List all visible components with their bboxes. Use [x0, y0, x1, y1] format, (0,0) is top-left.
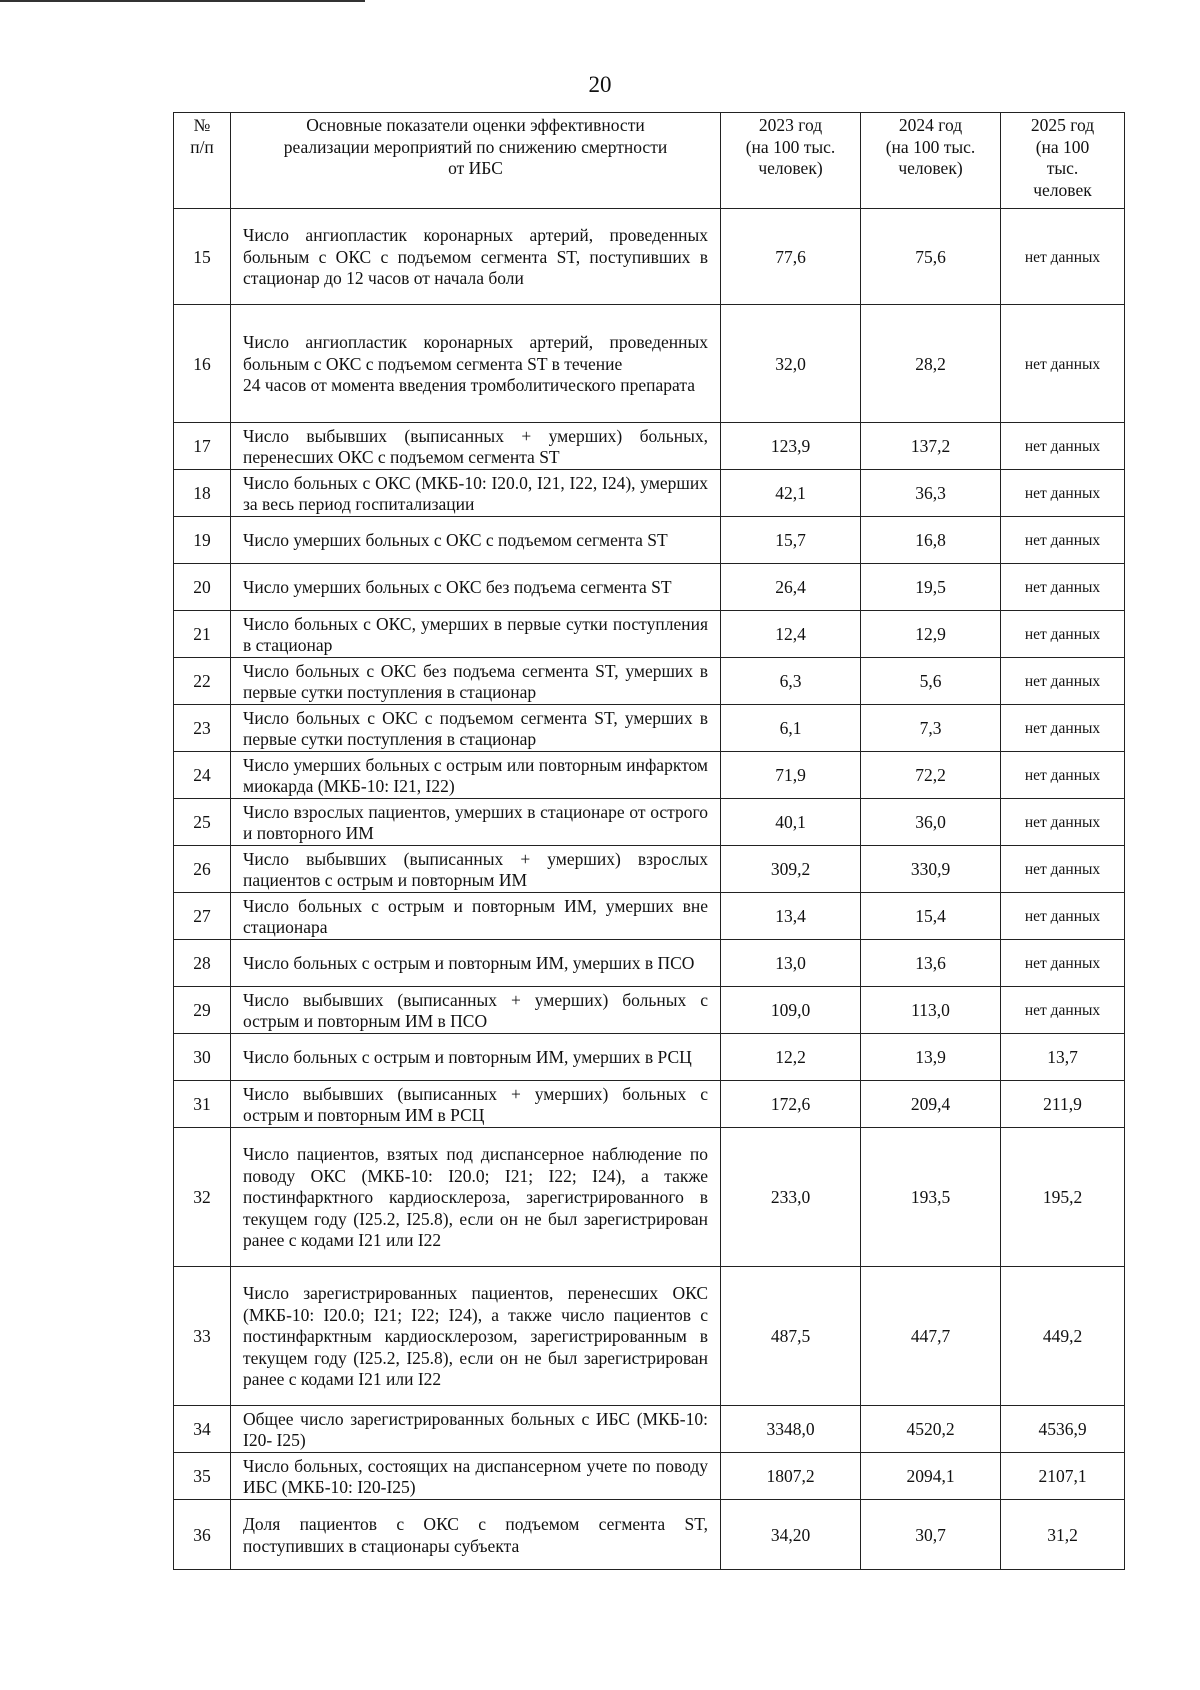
table-row [174, 564, 1125, 611]
row-number: 34 [174, 1406, 231, 1453]
value-2023: 77,6 [721, 209, 861, 305]
indicator-name: Число умерших больных с ОКС без подъема сегмента ST [231, 564, 721, 611]
value-2025: нет данных [1001, 611, 1125, 658]
value-2023: 32,0 [721, 305, 861, 423]
indicator-name: Число больных с ОКС без подъема сегмента ST, умерших в первые сутки поступления в стационар [231, 658, 721, 705]
value-2025: нет данных [1001, 305, 1125, 423]
page-number: 20 [588, 72, 612, 97]
value-2025: 195,2 [1001, 1128, 1125, 1267]
value-2025: нет данных [1001, 987, 1125, 1034]
value-2025: нет данных [1001, 705, 1125, 752]
indicator-name: Доля пациентов с ОКС с подъемом сегмента ST, поступивших в стационары субъекта [231, 1500, 721, 1570]
row-number: 26 [174, 846, 231, 893]
value-2023: 13,0 [721, 940, 861, 987]
table-row [174, 1128, 1125, 1267]
value-2024: 7,3 [861, 705, 1001, 752]
table-row [174, 940, 1125, 987]
value-2024: 5,6 [861, 658, 1001, 705]
row-number: 19 [174, 517, 231, 564]
header-num: № п/п [174, 113, 231, 209]
indicator-name: Число умерших больных с острым или повторным инфарктом миокарда (МКБ-10: I21, I22) [231, 752, 721, 799]
indicator-name: Число зарегистрированных пациентов, перенесших ОКС (МКБ-10: I20.0; I21; I22; I24), а также число пациентов с постинфарктным кардиосклерозом, зарегистрированным в текущем году (I25.2, I25.8), если он не был зарегистрирован ранее с кодами I21 или I22 [231, 1267, 721, 1406]
value-2024: 75,6 [861, 209, 1001, 305]
value-2025: нет данных [1001, 517, 1125, 564]
value-2024: 330,9 [861, 846, 1001, 893]
value-2023: 1807,2 [721, 1453, 861, 1500]
value-2023: 172,6 [721, 1081, 861, 1128]
value-2023: 13,4 [721, 893, 861, 940]
row-number: 36 [174, 1500, 231, 1570]
value-2025: нет данных [1001, 893, 1125, 940]
row-number: 21 [174, 611, 231, 658]
value-2025: нет данных [1001, 799, 1125, 846]
table-row [174, 611, 1125, 658]
value-2023: 109,0 [721, 987, 861, 1034]
row-number: 15 [174, 209, 231, 305]
table-row [174, 1081, 1125, 1128]
table-row [174, 987, 1125, 1034]
value-2025: 31,2 [1001, 1500, 1125, 1570]
indicator-name: Число больных с острым и повторным ИМ, умерших вне стационара [231, 893, 721, 940]
table-row [174, 470, 1125, 517]
header-indicator: Основные показатели оценки эффективности реализации мероприятий по снижению смертности от ИБС [231, 113, 721, 209]
row-number: 33 [174, 1267, 231, 1406]
table-row [174, 1453, 1125, 1500]
table-row [174, 799, 1125, 846]
value-2025: нет данных [1001, 209, 1125, 305]
indicator-name: Общее число зарегистрированных больных с ИБС (МКБ-10: I20- I25) [231, 1406, 721, 1453]
value-2023: 3348,0 [721, 1406, 861, 1453]
indicator-name: Число больных с ОКС с подъемом сегмента ST, умерших в первые сутки поступления в стационар [231, 705, 721, 752]
value-2024: 15,4 [861, 893, 1001, 940]
value-2024: 36,0 [861, 799, 1001, 846]
value-2023: 12,4 [721, 611, 861, 658]
value-2023: 15,7 [721, 517, 861, 564]
value-2023: 123,9 [721, 423, 861, 470]
value-2024: 447,7 [861, 1267, 1001, 1406]
indicator-name: Число ангиопластик коронарных артерий, проведенных больным с ОКС с подъемом сегмента ST, поступивших в стационар до 12 часов от начала боли [231, 209, 721, 305]
value-2024: 72,2 [861, 752, 1001, 799]
value-2025: нет данных [1001, 940, 1125, 987]
value-2025: 13,7 [1001, 1034, 1125, 1081]
row-number: 32 [174, 1128, 231, 1267]
row-number: 17 [174, 423, 231, 470]
value-2024: 2094,1 [861, 1453, 1001, 1500]
value-2024: 209,4 [861, 1081, 1001, 1128]
header-2025: 2025 год (на 100 тыс. человек [1001, 113, 1125, 209]
indicator-name: Число больных с ОКС (МКБ-10: I20.0, I21, I22, I24), умерших за весь период госпитализации [231, 470, 721, 517]
value-2024: 4520,2 [861, 1406, 1001, 1453]
value-2023: 487,5 [721, 1267, 861, 1406]
value-2023: 71,9 [721, 752, 861, 799]
value-2025: 211,9 [1001, 1081, 1125, 1128]
row-number: 24 [174, 752, 231, 799]
table-row [174, 517, 1125, 564]
value-2023: 233,0 [721, 1128, 861, 1267]
indicator-name: Число пациентов, взятых под диспансерное наблюдение по поводу ОКС (МКБ-10: I20.0; I21; I22; I24), а также постинфарктного кардиосклероза, зарегистрированного в текущем году (I25.2, I25.8), если он не был зарегистрирован ранее с кодами I21 или I22 [231, 1128, 721, 1267]
value-2024: 13,9 [861, 1034, 1001, 1081]
row-number: 18 [174, 470, 231, 517]
header-2023: 2023 год (на 100 тыс. человек) [721, 113, 861, 209]
value-2023: 12,2 [721, 1034, 861, 1081]
indicator-name: Число ангиопластик коронарных артерий, проведенных больным с ОКС с подъемом сегмента ST в течение 24 часов от момента введения тромболитического препарата [231, 305, 721, 423]
table-row [174, 705, 1125, 752]
value-2025: нет данных [1001, 564, 1125, 611]
table-row [174, 1267, 1125, 1406]
value-2023: 6,1 [721, 705, 861, 752]
row-number: 31 [174, 1081, 231, 1128]
row-number: 28 [174, 940, 231, 987]
table-body [174, 209, 1125, 1570]
row-number: 29 [174, 987, 231, 1034]
header-2024: 2024 год (на 100 тыс. человек) [861, 113, 1001, 209]
value-2023: 309,2 [721, 846, 861, 893]
indicator-name: Число умерших больных с ОКС с подъемом сегмента ST [231, 517, 721, 564]
value-2024: 137,2 [861, 423, 1001, 470]
table-row [174, 423, 1125, 470]
table-row [174, 209, 1125, 305]
value-2025: нет данных [1001, 423, 1125, 470]
row-number: 35 [174, 1453, 231, 1500]
value-2025: нет данных [1001, 752, 1125, 799]
header-row [174, 113, 1125, 209]
value-2025: 4536,9 [1001, 1406, 1125, 1453]
table-row [174, 752, 1125, 799]
value-2024: 19,5 [861, 564, 1001, 611]
value-2024: 113,0 [861, 987, 1001, 1034]
value-2024: 193,5 [861, 1128, 1001, 1267]
row-number: 25 [174, 799, 231, 846]
value-2025: нет данных [1001, 470, 1125, 517]
indicator-name: Число взрослых пациентов, умерших в стационаре от острого и повторного ИМ [231, 799, 721, 846]
row-number: 30 [174, 1034, 231, 1081]
table-row [174, 893, 1125, 940]
value-2024: 12,9 [861, 611, 1001, 658]
value-2024: 16,8 [861, 517, 1001, 564]
table-row [174, 1034, 1125, 1081]
value-2025: нет данных [1001, 846, 1125, 893]
value-2025: нет данных [1001, 658, 1125, 705]
row-number: 20 [174, 564, 231, 611]
value-2024: 36,3 [861, 470, 1001, 517]
row-number: 23 [174, 705, 231, 752]
value-2024: 30,7 [861, 1500, 1001, 1570]
table-row [174, 1500, 1125, 1570]
table-row [174, 1406, 1125, 1453]
value-2023: 40,1 [721, 799, 861, 846]
indicator-name: Число больных с ОКС, умерших в первые сутки поступления в стационар [231, 611, 721, 658]
value-2023: 26,4 [721, 564, 861, 611]
value-2023: 34,20 [721, 1500, 861, 1570]
row-number: 22 [174, 658, 231, 705]
indicator-name: Число больных с острым и повторным ИМ, умерших в РСЦ [231, 1034, 721, 1081]
row-number: 16 [174, 305, 231, 423]
table-row [174, 846, 1125, 893]
value-2024: 28,2 [861, 305, 1001, 423]
indicator-name: Число выбывших (выписанных + умерших) больных, перенесших ОКС с подъемом сегмента ST [231, 423, 721, 470]
table-row [174, 305, 1125, 423]
indicator-name: Число выбывших (выписанных + умерших) больных с острым и повторным ИМ в ПСО [231, 987, 721, 1034]
value-2024: 13,6 [861, 940, 1001, 987]
indicator-name: Число выбывших (выписанных + умерших) больных с острым и повторным ИМ в РСЦ [231, 1081, 721, 1128]
top-rule [0, 0, 365, 2]
value-2023: 6,3 [721, 658, 861, 705]
indicator-name: Число больных, состоящих на диспансерном учете по поводу ИБС (МКБ-10: I20-I25) [231, 1453, 721, 1500]
indicator-name: Число выбывших (выписанных + умерших) взрослых пациентов с острым и повторным ИМ [231, 846, 721, 893]
row-number: 27 [174, 893, 231, 940]
indicators-table [173, 112, 1125, 1570]
value-2025: 449,2 [1001, 1267, 1125, 1406]
value-2023: 42,1 [721, 470, 861, 517]
table-row [174, 658, 1125, 705]
value-2025: 2107,1 [1001, 1453, 1125, 1500]
indicator-name: Число больных с острым и повторным ИМ, умерших в ПСО [231, 940, 721, 987]
